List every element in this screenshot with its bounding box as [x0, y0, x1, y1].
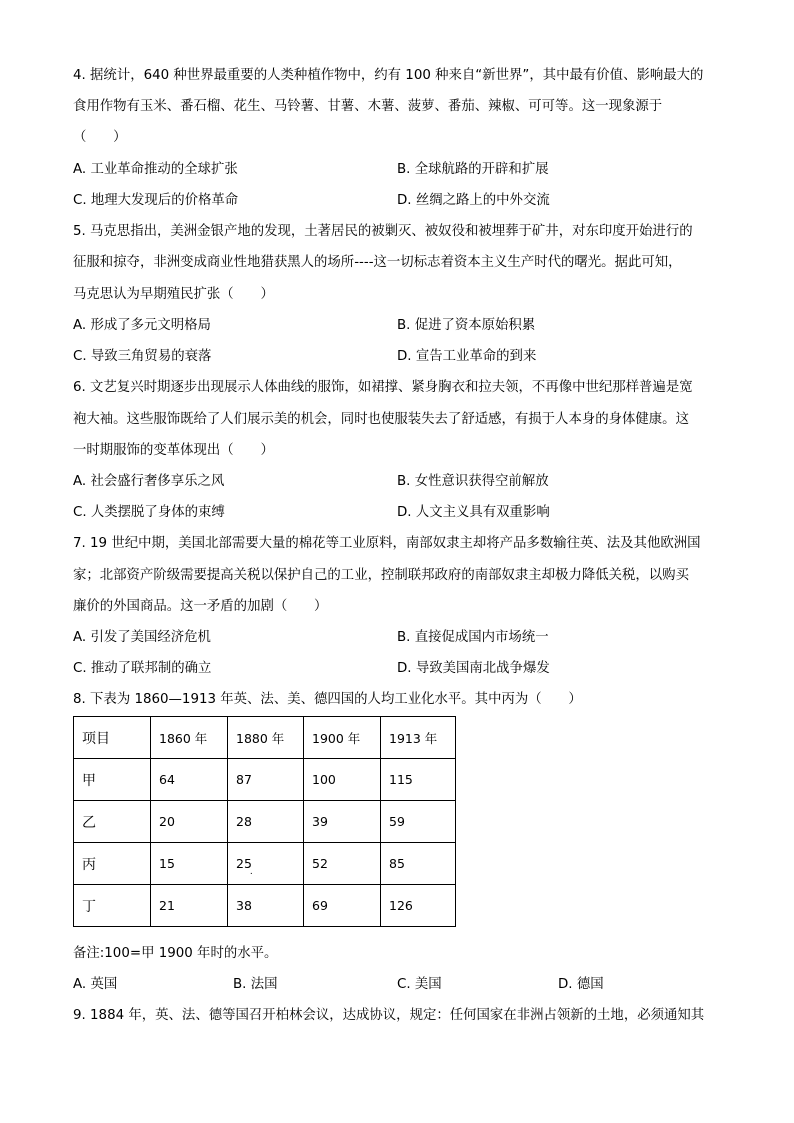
- table-cell: 15: [151, 843, 228, 885]
- q8-option-c[interactable]: C. 美国: [397, 977, 442, 992]
- q7-stem-line-1: 7. 19 世纪中期，美国北部需要大量的棉花等工业原料，南部奴隶主却将产品多数输往英、法及其他欧洲国: [73, 536, 701, 551]
- q8-table-note: 备注:100=甲 1900 年时的水平。: [73, 946, 278, 961]
- q5-stem-line-1: 5. 马克思指出，美洲金银产地的发现，土著居民的被剿灭、被奴役和被埋葬于矿井，对东印度开始进行的: [73, 224, 693, 239]
- table-cell: 丙: [74, 843, 151, 885]
- q4-stem-line-2: 食用作物有玉米、番石榴、花生、马铃薯、甘薯、木薯、菠萝、番茄、辣椒、可可等。这一现象源于: [73, 99, 663, 114]
- q6-option-b[interactable]: B. 女性意识获得空前解放: [397, 474, 549, 489]
- table-cell: 115: [381, 759, 456, 801]
- q4-option-a[interactable]: A. 工业革命推动的全球扩张: [73, 162, 238, 177]
- table-header-cell: 1900 年: [304, 717, 381, 759]
- table-cell: 87: [228, 759, 304, 801]
- table-cell: 乙: [74, 801, 151, 843]
- table-cell: 39: [304, 801, 381, 843]
- q8-stem-line-1: 8. 下表为 1860—1913 年英、法、美、德四国的人均工业化水平。其中丙为（ ）: [73, 692, 582, 707]
- q8-option-d[interactable]: D. 德国: [558, 977, 604, 992]
- table-row: [74, 843, 456, 885]
- q6-stem-line-2: 袍大袖。这些服饰既给了人们展示美的机会，同时也使服装失去了舒适感，有损于人本身的身体健康。这: [73, 412, 689, 427]
- table-cell: 59: [381, 801, 456, 843]
- q8-option-b[interactable]: B. 法国: [233, 977, 278, 992]
- q5-option-b[interactable]: B. 促进了资本原始积累: [397, 318, 536, 333]
- table-row: [74, 885, 456, 927]
- q6-option-c[interactable]: C. 人类摆脱了身体的束缚: [73, 505, 225, 520]
- q6-stem-line-3: 一时期服饰的变革体现出（ ）: [73, 443, 274, 458]
- q9-stem-line-1: 9. 1884 年，英、法、德等国召开柏林会议，达成协议，规定：任何国家在非洲占领新的土地，必须通知其: [73, 1008, 705, 1023]
- table-header-cell: 1880 年: [228, 717, 304, 759]
- q7-option-a[interactable]: A. 引发了美国经济危机: [73, 630, 211, 645]
- q6-option-a[interactable]: A. 社会盛行奢侈享乐之风: [73, 474, 225, 489]
- q7-stem-line-2: 家；北部资产阶级需要提高关税以保护自己的工业，控制联邦政府的南部奴隶主却极力降低关税，以购买: [73, 568, 689, 583]
- table-cell: 126: [381, 885, 456, 927]
- table-row: [74, 759, 456, 801]
- table-header-row: [74, 717, 456, 759]
- q5-option-d[interactable]: D. 宣告工业革命的到来: [397, 349, 537, 364]
- table-cell: 69: [304, 885, 381, 927]
- table-cell: 85: [381, 843, 456, 885]
- q7-option-d[interactable]: D. 导致美国南北战争爆发: [397, 661, 550, 676]
- q7-option-b[interactable]: B. 直接促成国内市场统一: [397, 630, 549, 645]
- q5-option-a[interactable]: A. 形成了多元文明格局: [73, 318, 211, 333]
- q4-option-c[interactable]: C. 地理大发现后的价格革命: [73, 193, 239, 208]
- table-cell: 38: [228, 885, 304, 927]
- table-cell: [228, 843, 304, 885]
- q8-option-a[interactable]: A. 英国: [73, 977, 118, 992]
- q6-stem-line-1: 6. 文艺复兴时期逐步出现展示人体曲线的服饰，如裙撑、紧身胸衣和拉夫领，不再像中世纪那样普遍是宽: [73, 380, 693, 395]
- table-cell: 64: [151, 759, 228, 801]
- q4-stem-line-3: （ ）: [73, 130, 127, 145]
- q7-stem-line-3: 廉价的外国商品。这一矛盾的加剧（ ）: [73, 599, 328, 614]
- table-header-cell: 1913 年: [381, 717, 456, 759]
- table-cell: 丁: [74, 885, 151, 927]
- table-cell: 52: [304, 843, 381, 885]
- table-cell: 20: [151, 801, 228, 843]
- table-cell: 21: [151, 885, 228, 927]
- table-header-cell: 项目: [74, 717, 151, 759]
- q5-stem-line-2: 征服和掠夺，非洲变成商业性地猎获黑人的场所----这一切标志着资本主义生产时代的曙光。据此可知，: [73, 255, 682, 270]
- q6-option-d[interactable]: D. 人文主义具有双重影响: [397, 505, 550, 520]
- q4-option-b[interactable]: B. 全球航路的开辟和扩展: [397, 162, 549, 177]
- q4-option-d[interactable]: D. 丝绸之路上的中外交流: [397, 193, 550, 208]
- table-cell: 甲: [74, 759, 151, 801]
- q4-stem-line-1: 4. 据统计，640 种世界最重要的人类种植作物中，约有 100 种来自“新世界”，其中最有价值、影响最大的: [73, 68, 704, 83]
- q5-stem-line-3: 马克思认为早期殖民扩张（ ）: [73, 287, 274, 302]
- table-cell-value: 25: [236, 856, 252, 871]
- table-cell: 28: [228, 801, 304, 843]
- stray-dot-mark: .: [249, 867, 253, 877]
- table-row: [74, 801, 456, 843]
- q5-option-c[interactable]: C. 导致三角贸易的衰落: [73, 349, 212, 364]
- industrialization-table: [73, 716, 456, 927]
- table-cell: 100: [304, 759, 381, 801]
- q7-option-c[interactable]: C. 推动了联邦制的确立: [73, 661, 212, 676]
- table-header-cell: 1860 年: [151, 717, 228, 759]
